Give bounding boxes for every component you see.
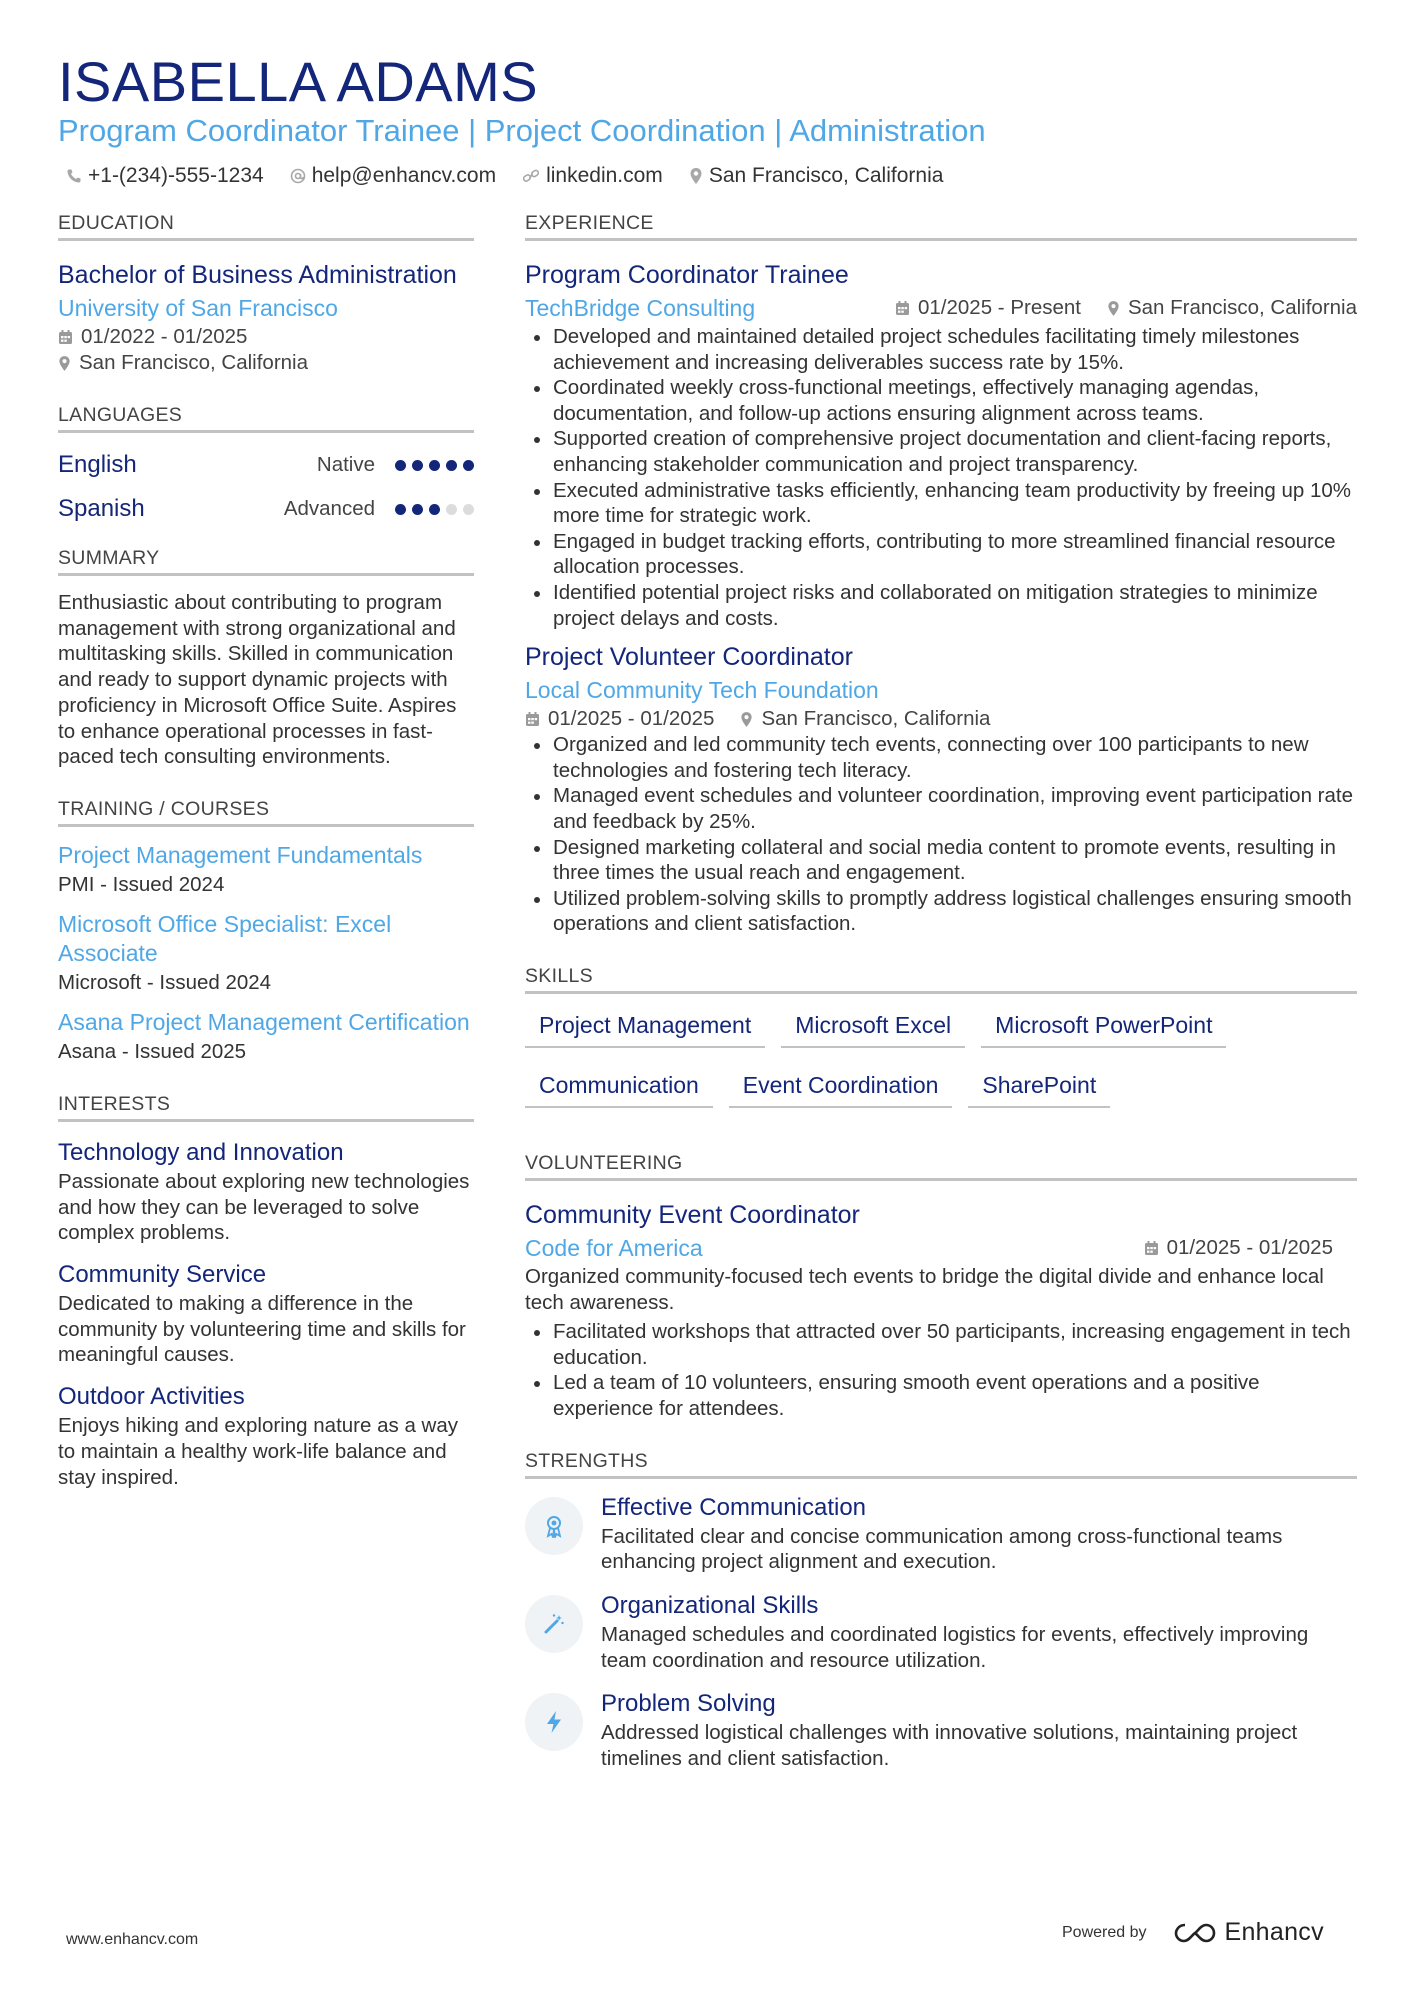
phone-icon [66,168,82,184]
strength-body [601,1491,1357,1575]
languages-section [58,402,474,531]
education-heading: EDUCATION [58,210,474,241]
course-title: Asana Project Management Certification [58,1008,470,1035]
location-pin-icon [740,711,753,728]
skill-tag: Communication [525,1064,713,1108]
strength-item [525,1589,1357,1673]
proficiency-dot [463,504,474,515]
education-location [58,350,474,376]
strength-title: Organizational Skills [601,1592,819,1620]
proficiency-dot [463,460,474,471]
linkedin-text: linkedin.com [546,164,663,187]
contact-phone[interactable] [66,160,264,192]
course-title: Microsoft Office Specialist: Excel Associate [58,910,392,966]
location-text: San Francisco, California [708,164,944,187]
powered-by-label: Powered by [1062,1923,1147,1941]
language-level: Native [316,453,375,476]
proficiency-dots [389,504,474,515]
summary-section [58,545,474,770]
interest-title: Outdoor Activities [58,1383,245,1411]
proficiency-dot [446,504,457,515]
contact-linkedin[interactable] [522,160,663,192]
education-section [58,210,474,376]
skill-tag: Project Management [525,1004,765,1048]
skills-section [525,963,1357,1124]
job-role: Project Volunteer Coordinator [525,643,853,672]
contact-location [689,160,944,192]
job-bullet: Developed and maintained detailed project schedules facilitating timely milestones achievement and increasing deliverables success rate by 15%. [553,324,1357,375]
volunteer-role: Community Event Coordinator [525,1200,860,1229]
language-name: English [58,451,137,478]
job-bullet: Executed administrative tasks efficiently, enhancing team productivity by freeing up 10% more time for strategic work. [553,478,1357,529]
strengths-heading: STRENGTHS [525,1448,1357,1479]
strength-item [525,1491,1357,1575]
proficiency-dot [395,460,406,471]
proficiency-dot [429,504,440,515]
job-company: Local Community Tech Foundation [525,677,879,704]
interest-title: Technology and Innovation [58,1138,344,1166]
volunteer-bullets [525,1319,1357,1421]
language-name: Spanish [58,495,145,522]
location-pin-icon [689,167,703,185]
interest-title: Community Service [58,1261,267,1289]
contact-bar [66,160,969,192]
candidate-title: Program Coordinator Trainee | Project Coordination | Administration [58,113,986,148]
job-meta [525,706,1357,732]
proficiency-dot [395,504,406,515]
strength-text: Managed schedules and coordinated logistics for events, effectively improving team coordination and resource utilization. [601,1623,1309,1672]
proficiency-dot [446,460,457,471]
volunteer-dates-text: 01/2025 - 01/2025 [1166,1235,1333,1259]
contact-email[interactable] [290,160,496,192]
job-bullets [525,324,1357,631]
job-bullet: Organized and led community tech events, connecting over 100 participants to new technologies and fostering tech literacy. [553,732,1357,783]
left-column [58,210,474,1490]
location-pin-icon [1107,300,1120,317]
phone-text: +1-(234)-555-1234 [88,164,264,187]
volunteer-bullet: Led a team of 10 volunteers, ensuring smooth event operations and a positive experience for attendees. [553,1370,1357,1421]
skill-tag: Microsoft Excel [781,1004,965,1048]
interests-section [58,1091,474,1490]
job-location-text: San Francisco, California [1127,296,1357,319]
skill-tag: Event Coordination [729,1064,953,1108]
languages-heading: LANGUAGES [58,402,474,433]
job-bullet: Utilized problem-solving skills to promptly address logistical challenges ensuring smooth operations and client satisfaction. [553,886,1357,937]
proficiency-dot [412,504,423,515]
volunteering-heading: VOLUNTEERING [525,1150,1357,1181]
strength-title: Effective Communication [601,1493,867,1521]
job-entry [525,641,1357,937]
magic-wand-icon [525,1595,583,1653]
email-text: help@enhancv.com [311,164,497,187]
training-section [58,796,474,1067]
skill-tags [525,1004,1357,1124]
strength-body [601,1589,1357,1673]
job-bullets [525,732,1357,937]
strength-text: Addressed logistical challenges with innovative solutions, maintaining project timelines and client satisfaction. [601,1721,1298,1771]
footer-branding [1062,1918,1324,1947]
job-dates [895,295,1081,321]
location-pin-icon [58,355,71,372]
interest-text: Passionate about exploring new technologies and how they can be leveraged to solve complex problems. [58,1169,470,1245]
interest-text: Enjoys hiking and exploring nature as a way to maintain a healthy work-life balance and stay inspired. [58,1414,458,1489]
job-bullet: Supported creation of comprehensive project documentation and client-facing reports, enhancing stakeholder communication and project transparency. [553,426,1357,477]
job-dates-text: 01/2025 - Present [918,296,1081,319]
link-icon [522,168,540,184]
education-dates-text: 01/2022 - 01/2025 [81,325,248,348]
education-dates [58,324,474,350]
school: University of San Francisco [58,295,338,321]
calendar-icon [895,300,910,316]
volunteer-dates [1144,1235,1333,1261]
job-bullet: Identified potential project risks and collaborated on mitigation strategies to minimize project delays and costs. [553,580,1357,631]
proficiency-dots [389,460,474,471]
candidate-name: ISABELLA ADAMS [58,50,539,113]
summary-heading: SUMMARY [58,545,474,576]
job-location [1107,295,1357,321]
language-level: Advanced [283,497,375,520]
job-entry [525,259,1357,631]
job-meta [895,295,1357,321]
strength-title: Problem Solving [601,1690,776,1718]
volunteer-description: Organized community-focused tech events to bridge the digital divide and enhance local tech awareness. [525,1264,1324,1314]
calendar-icon [1144,1240,1159,1256]
job-bullet: Designed marketing collateral and social media content to promote events, resulting in three times the usual reach and engagement. [553,835,1357,886]
footer-website[interactable]: www.enhancv.com [66,1931,199,1948]
course-title: Project Management Fundamentals [58,841,423,868]
skill-tag: SharePoint [968,1064,1110,1108]
job-role: Program Coordinator Trainee [525,261,849,289]
strength-text: Facilitated clear and concise communication among cross-functional teams enhancing project alignment and execution. [601,1524,1283,1574]
volunteer-meta-row [525,1232,1357,1264]
lightning-icon [525,1693,583,1751]
job-dates-text: 01/2025 - 01/2025 [548,707,715,731]
training-heading: TRAINING / COURSES [58,796,474,827]
job-bullet: Engaged in budget tracking efforts, contributing to more streamlined financial resource allocation processes. [553,529,1357,580]
job-bullet: Coordinated weekly cross-functional meetings, effectively managing agendas, documentation, and follow-up actions ensuring alignment across teams. [553,375,1357,426]
award-icon [525,1497,583,1555]
job-company: TechBridge Consulting [525,295,756,321]
job-bullet: Managed event schedules and volunteer coordination, improving event participation rate and feedback by 25%. [553,783,1357,834]
proficiency-dot [412,460,423,471]
at-icon [290,168,306,184]
course-issuer: PMI - Issued 2024 [58,872,225,896]
proficiency-dot [429,460,440,471]
language-row [58,487,474,531]
right-column [525,210,1357,1786]
strength-body [601,1687,1357,1771]
course-issuer: Asana - Issued 2025 [58,1039,247,1063]
summary-text: Enthusiastic about contributing to program management with strong organizational and multitasking skills. Skilled in communication and ready to support dynamic projects with proficiency in Microsoft Office Suite. Aspires to enhance operational processes in fast-paced tech consulting environments. [58,591,457,769]
calendar-icon [58,329,73,345]
language-row [58,443,474,487]
brand-name: Enhancv [1224,1918,1324,1946]
skill-tag: Microsoft PowerPoint [981,1004,1226,1048]
education-location-text: San Francisco, California [79,351,309,374]
strengths-section [525,1448,1357,1772]
experience-section [525,210,1357,937]
strength-item [525,1687,1357,1771]
job-location-text: San Francisco, California [761,707,991,731]
interest-text: Dedicated to making a difference in the community by volunteering time and skills for meaningful causes. [58,1292,466,1367]
job-location [740,706,990,732]
experience-heading: EXPERIENCE [525,210,1357,241]
course-issuer: Microsoft - Issued 2024 [58,970,272,994]
calendar-icon [525,711,540,727]
interests-heading: INTERESTS [58,1091,474,1122]
volunteer-org: Code for America [525,1234,703,1261]
enhancv-logo-icon [1173,1921,1217,1945]
degree: Bachelor of Business Administration [58,261,457,289]
job-meta-row [525,292,1357,324]
volunteering-section [525,1150,1357,1422]
job-dates [525,706,714,732]
volunteer-bullet: Facilitated workshops that attracted over 50 participants, increasing engagement in tech education. [553,1319,1357,1370]
skills-heading: SKILLS [525,963,1357,994]
